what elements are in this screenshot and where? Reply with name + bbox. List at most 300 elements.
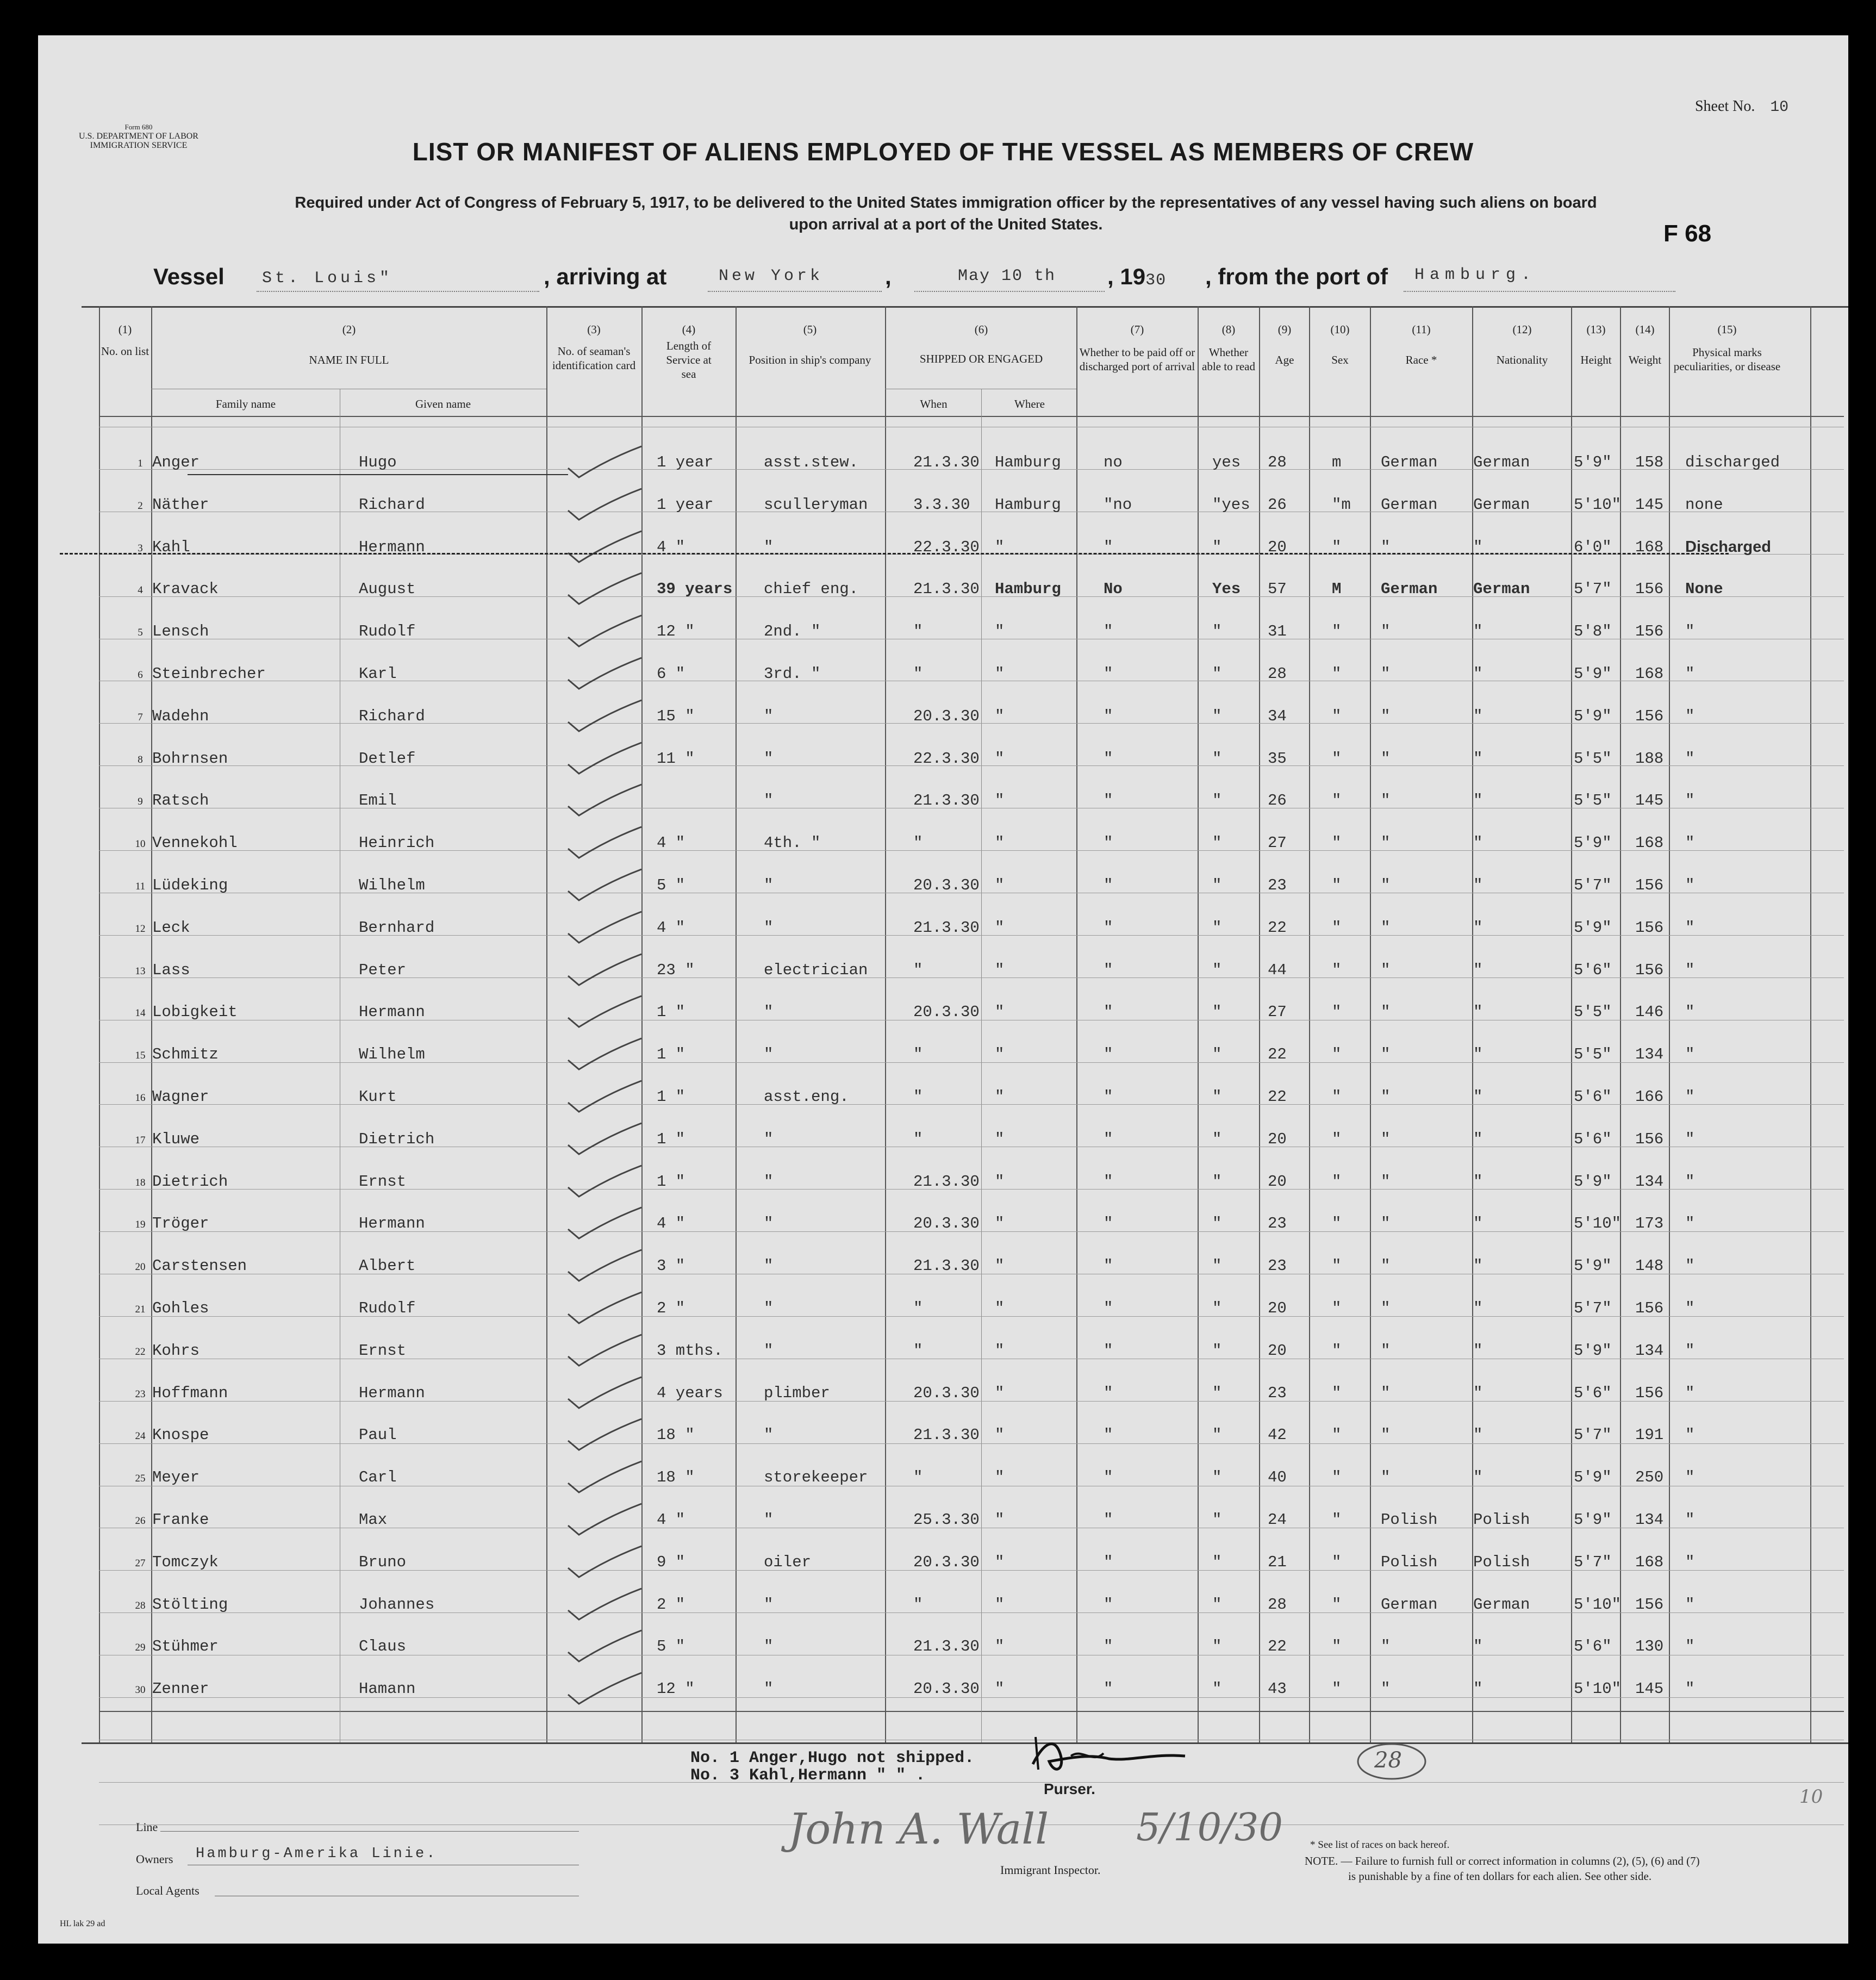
position: " <box>764 1637 774 1656</box>
weight: 134 <box>1635 1172 1664 1191</box>
position: asst.stew. <box>764 453 859 471</box>
position: " <box>764 1257 774 1275</box>
note-row-1: No. 1 Anger,Hugo not shipped. <box>690 1749 975 1767</box>
column-rule <box>1669 306 1670 1742</box>
sex: m <box>1332 453 1342 471</box>
physical-marks: " <box>1685 1553 1695 1571</box>
column-rule <box>1370 306 1371 1742</box>
check-mark-icon <box>565 1459 647 1497</box>
shipped-when: 20.3.30 <box>913 1215 980 1233</box>
weight: 156 <box>1635 1299 1664 1317</box>
paid-off: " <box>1104 1172 1113 1191</box>
height: 5'9" <box>1574 918 1612 937</box>
arrival-date: May 10 th <box>958 267 1056 285</box>
height: 5'10" <box>1574 1595 1622 1614</box>
family-name: Meyer <box>152 1468 200 1487</box>
race: " <box>1381 1468 1391 1487</box>
service-length: 1 " <box>657 1003 685 1022</box>
shipped-when: " <box>913 1468 923 1487</box>
column-rule <box>736 306 737 1742</box>
row-number: 6 <box>138 669 143 681</box>
age: 42 <box>1268 1426 1287 1444</box>
fine-note-line-1: NOTE. — Failure to furnish full or correct information in columns (2), (5), (6) and (7) <box>1305 1854 1700 1867</box>
row-3-strike <box>60 553 1729 555</box>
weight: 156 <box>1635 707 1664 725</box>
service-length: 9 " <box>657 1553 685 1571</box>
height: 5'5" <box>1574 749 1612 768</box>
shipped-when: 21.3.30 <box>913 1637 980 1656</box>
race: " <box>1381 1130 1391 1148</box>
position: 4th. " <box>764 834 821 852</box>
col-number: (14) <box>1635 323 1655 336</box>
paid-off: " <box>1104 1299 1113 1317</box>
shipped-where: " <box>995 1172 1005 1191</box>
service-length: 18 " <box>657 1468 695 1487</box>
weight: 156 <box>1635 1595 1664 1614</box>
weight: 173 <box>1635 1215 1664 1233</box>
able-to-read: " <box>1212 792 1222 810</box>
sex: " <box>1332 1595 1342 1614</box>
shipped-when: " <box>913 1341 923 1360</box>
paid-off: " <box>1104 1384 1113 1402</box>
shipped-where: " <box>995 1384 1005 1402</box>
paid-off: " <box>1104 1130 1113 1148</box>
family-name: Kravack <box>152 580 219 599</box>
age: 40 <box>1268 1468 1287 1487</box>
row-number: 14 <box>135 1007 146 1019</box>
age: 20 <box>1268 1341 1287 1360</box>
sex: " <box>1332 1341 1342 1360</box>
service-length: 4 " <box>657 538 685 556</box>
col-title: Whether able to read <box>1202 346 1255 373</box>
age: 24 <box>1268 1511 1287 1529</box>
col-10-header <box>1310 322 1370 367</box>
given-name: Hermann <box>359 1384 425 1402</box>
family-name: Kluwe <box>152 1130 200 1148</box>
age: 23 <box>1268 1384 1287 1402</box>
nationality: Polish <box>1473 1553 1530 1571</box>
weight: 168 <box>1635 538 1664 556</box>
family-name: Zenner <box>152 1680 209 1698</box>
able-to-read: " <box>1212 1257 1222 1275</box>
able-to-read: " <box>1212 1130 1222 1148</box>
check-mark-icon <box>565 740 647 778</box>
row-number: 8 <box>138 754 143 765</box>
able-to-read: " <box>1212 1384 1222 1402</box>
page-mark: 10 <box>1799 1786 1823 1808</box>
col-number: (4) <box>682 323 696 336</box>
agents-label: Local Agents <box>136 1884 200 1897</box>
given-name: Paul <box>359 1426 397 1444</box>
able-to-read: "yes <box>1212 495 1250 514</box>
height: 5'8" <box>1574 622 1612 641</box>
family-name: Ratsch <box>152 792 209 810</box>
col-9-header <box>1260 322 1309 367</box>
physical-marks: " <box>1685 749 1695 768</box>
weight: 134 <box>1635 1045 1664 1064</box>
weight: 191 <box>1635 1426 1664 1444</box>
check-mark-icon <box>565 486 647 524</box>
col-number: (12) <box>1512 323 1532 336</box>
row-number: 3 <box>138 542 143 554</box>
shipped-when: 21.3.30 <box>913 918 980 937</box>
sex: " <box>1332 918 1342 937</box>
given-name: Richard <box>359 495 425 514</box>
shipped-where: " <box>995 749 1005 768</box>
family-name: Tomczyk <box>152 1553 219 1571</box>
vessel-line: Vessel St. Louis" , arriving at New York , May 10 th , 1930 , from the port of Hamburg. <box>153 264 1838 307</box>
nationality: German <box>1473 495 1530 514</box>
shipped-where: " <box>995 876 1005 894</box>
col-number: (3) <box>587 323 601 336</box>
given-name: Karl <box>359 665 397 683</box>
row-number: 7 <box>138 711 143 723</box>
nationality: " <box>1473 749 1483 768</box>
col-number: (8) <box>1221 323 1236 336</box>
able-to-read: " <box>1212 834 1222 852</box>
col-title: Position in ship's company <box>749 353 871 366</box>
col-8-header <box>1199 322 1258 373</box>
able-to-read: " <box>1212 918 1222 937</box>
year-prefix: 19 <box>1120 264 1146 289</box>
col-number: (13) <box>1586 323 1606 336</box>
able-to-read: " <box>1212 1511 1222 1529</box>
row-number: 9 <box>138 796 143 808</box>
service-length: 12 " <box>657 1680 695 1698</box>
sex: "m <box>1332 495 1351 514</box>
position: " <box>764 1215 774 1233</box>
given-name: Albert <box>359 1257 416 1275</box>
age: 22 <box>1268 1088 1287 1106</box>
nationality: " <box>1473 876 1483 894</box>
sex: " <box>1332 749 1342 768</box>
paid-off: " <box>1104 961 1113 979</box>
nationality: " <box>1473 1341 1483 1360</box>
weight: 168 <box>1635 665 1664 683</box>
shipped-when: 20.3.30 <box>913 1384 980 1402</box>
family-name: Tröger <box>152 1215 209 1233</box>
row-number: 25 <box>135 1473 146 1485</box>
race: " <box>1381 876 1391 894</box>
shipped-where: " <box>995 834 1005 852</box>
position: " <box>764 1172 774 1191</box>
age: 20 <box>1268 1172 1287 1191</box>
shipped-where: " <box>995 1257 1005 1275</box>
given-name: Detlef <box>359 749 416 768</box>
row-number: 27 <box>135 1557 146 1569</box>
check-mark-icon <box>565 1036 647 1074</box>
shipped-where: " <box>995 1637 1005 1656</box>
nationality: " <box>1473 707 1483 725</box>
family-name: Leck <box>152 918 190 937</box>
shipped-when: 21.3.30 <box>913 453 980 471</box>
able-to-read: " <box>1212 1045 1222 1064</box>
height: 5'9" <box>1574 1511 1612 1529</box>
manifest-sheet <box>38 35 1848 1944</box>
age: 23 <box>1268 876 1287 894</box>
column-rule <box>1259 306 1260 1742</box>
shipped-where: " <box>995 792 1005 810</box>
family-name: Wadehn <box>152 707 209 725</box>
check-mark-icon <box>565 824 647 862</box>
family-name: Carstensen <box>152 1257 247 1275</box>
given-name: Dietrich <box>359 1130 435 1148</box>
height: 5'9" <box>1574 453 1612 471</box>
inspector-label: Immigrant Inspector. <box>1000 1863 1101 1877</box>
sex: " <box>1332 665 1342 683</box>
col-title: No. on list <box>101 345 149 358</box>
shipped-when: 21.3.30 <box>913 580 980 599</box>
row-number: 23 <box>135 1388 146 1400</box>
row-number: 29 <box>135 1642 146 1654</box>
service-length: 3 mths. <box>657 1341 723 1360</box>
from-label: , from the port of <box>1205 264 1388 289</box>
shipped-where: " <box>995 1511 1005 1529</box>
position: " <box>764 749 774 768</box>
physical-marks: " <box>1685 1130 1695 1148</box>
row-number: 24 <box>135 1430 146 1442</box>
family-name: Lass <box>152 961 190 979</box>
col-number: (15) <box>1717 323 1737 336</box>
column-rule <box>1810 306 1811 1742</box>
physical-marks: " <box>1685 1680 1695 1698</box>
age: 23 <box>1268 1215 1287 1233</box>
service-length: 1 " <box>657 1172 685 1191</box>
sheet-number-label: Sheet No. <box>1694 98 1755 115</box>
able-to-read: " <box>1212 1426 1222 1444</box>
shipped-where: " <box>995 1553 1005 1571</box>
height: 5'9" <box>1574 1341 1612 1360</box>
shipped-where: " <box>995 1299 1005 1317</box>
col-title: Race * <box>1405 353 1437 366</box>
row-number: 1 <box>138 458 143 469</box>
race: " <box>1381 622 1391 641</box>
col-13-header <box>1572 322 1620 367</box>
col-number: (6) <box>974 323 988 336</box>
given-name: Rudolf <box>359 622 416 641</box>
nationality: " <box>1473 622 1483 641</box>
col-title: Nationality <box>1496 353 1548 366</box>
given-name: Hermann <box>359 1215 425 1233</box>
weight: 168 <box>1635 1553 1664 1571</box>
height: 5'10" <box>1574 1215 1622 1233</box>
age: 21 <box>1268 1553 1287 1571</box>
check-mark-icon <box>565 1290 647 1328</box>
paid-off: " <box>1104 1088 1113 1106</box>
weight: 158 <box>1635 453 1664 471</box>
col-6a-header: When <box>920 397 948 410</box>
check-mark-icon <box>565 444 647 482</box>
shipped-when: 21.3.30 <box>913 1426 980 1444</box>
race: " <box>1381 1215 1391 1233</box>
shipped-when: " <box>913 1088 923 1106</box>
service-length: 1 year <box>657 453 714 471</box>
given-name: Hermann <box>359 538 425 556</box>
shipped-where: " <box>995 1130 1005 1148</box>
paid-off: no <box>1104 453 1123 471</box>
height: 5'10" <box>1574 1680 1622 1698</box>
nationality: " <box>1473 1257 1483 1275</box>
physical-marks: " <box>1685 1045 1695 1064</box>
row-number: 17 <box>135 1134 146 1146</box>
col-title: SHIPPED OR ENGAGED <box>919 352 1043 365</box>
sex: " <box>1332 876 1342 894</box>
col-number: (5) <box>803 323 817 336</box>
race: " <box>1381 961 1391 979</box>
shipped-when: " <box>913 1595 923 1614</box>
shipped-where: Hamburg <box>995 495 1061 514</box>
shipped-when: " <box>913 622 923 641</box>
given-name: Bruno <box>359 1553 407 1571</box>
able-to-read: " <box>1212 1553 1222 1571</box>
paid-off: " <box>1104 1511 1113 1529</box>
weight: 156 <box>1635 580 1664 599</box>
race: " <box>1381 707 1391 725</box>
height: 5'9" <box>1574 834 1612 852</box>
height: 5'5" <box>1574 1045 1612 1064</box>
col-number: (1) <box>118 323 132 336</box>
family-name: Gohles <box>152 1299 209 1317</box>
vessel-label: Vessel <box>153 264 225 289</box>
service-length: 3 " <box>657 1257 685 1275</box>
service-length: 23 " <box>657 961 695 979</box>
weight: 156 <box>1635 876 1664 894</box>
age: 27 <box>1268 1003 1287 1022</box>
weight: 145 <box>1635 792 1664 810</box>
family-name: Steinbrecher <box>152 665 266 683</box>
col-title: Physical marks peculiarities, or disease <box>1673 346 1781 373</box>
nationality: " <box>1473 1426 1483 1444</box>
arrival-port: New York <box>719 267 824 285</box>
family-name: Franke <box>152 1511 209 1529</box>
weight: 134 <box>1635 1341 1664 1360</box>
weight: 134 <box>1635 1511 1664 1529</box>
age: 31 <box>1268 622 1287 641</box>
position: oiler <box>764 1553 812 1571</box>
shipped-where: " <box>995 1341 1005 1360</box>
weight: 146 <box>1635 1003 1664 1022</box>
service-length: 4 " <box>657 1511 685 1529</box>
age: 20 <box>1268 1130 1287 1148</box>
height: 5'7" <box>1574 580 1612 599</box>
paid-off: " <box>1104 1680 1113 1698</box>
check-mark-icon <box>565 1120 647 1159</box>
shipped-when: 20.3.30 <box>913 876 980 894</box>
able-to-read: " <box>1212 1595 1222 1614</box>
weight: 156 <box>1635 918 1664 937</box>
service-length: 39 years <box>657 580 733 599</box>
race: " <box>1381 538 1391 556</box>
paid-off: " <box>1104 792 1113 810</box>
age: 22 <box>1268 1045 1287 1064</box>
col-14-header <box>1621 322 1669 367</box>
nationality: " <box>1473 918 1483 937</box>
departure-port: Hamburg. <box>1414 266 1537 284</box>
weight: 145 <box>1635 1680 1664 1698</box>
check-mark-icon <box>565 1332 647 1370</box>
row-number: 2 <box>138 500 143 512</box>
col-7-header <box>1077 322 1197 373</box>
age: 34 <box>1268 707 1287 725</box>
able-to-read: Yes <box>1212 580 1241 599</box>
height: 5'9" <box>1574 707 1612 725</box>
nationality: " <box>1473 1003 1483 1022</box>
shipped-where: " <box>995 1003 1005 1022</box>
shipped-where: " <box>995 961 1005 979</box>
physical-marks: " <box>1685 1003 1695 1022</box>
race: " <box>1381 1257 1391 1275</box>
nationality: Polish <box>1473 1511 1530 1529</box>
sex: " <box>1332 834 1342 852</box>
given-name: Hamann <box>359 1680 416 1698</box>
subtitle-line-2: upon arrival at a port of the United States. <box>789 216 1103 233</box>
document-title: LIST OR MANIFEST OF ALIENS EMPLOYED OF THE VESSEL AS MEMBERS OF CREW <box>412 138 1474 166</box>
weight: 168 <box>1635 834 1664 852</box>
race: " <box>1381 1088 1391 1106</box>
paid-off: " <box>1104 1637 1113 1656</box>
able-to-read: " <box>1212 538 1222 556</box>
given-name: Heinrich <box>359 834 435 852</box>
row-number: 12 <box>135 923 146 935</box>
check-mark-icon <box>565 993 647 1031</box>
service-length: 1 year <box>657 495 714 514</box>
col-title: Height <box>1580 353 1612 366</box>
shipped-where: " <box>995 1215 1005 1233</box>
position: electrician <box>764 961 868 979</box>
column-rule <box>99 306 100 1742</box>
height: 5'6" <box>1574 1384 1612 1402</box>
race: " <box>1381 1384 1391 1402</box>
race: German <box>1381 453 1438 471</box>
column-rule <box>981 389 982 1742</box>
position: " <box>764 1426 774 1444</box>
col-5-header <box>737 322 883 367</box>
physical-marks: " <box>1685 1341 1695 1360</box>
able-to-read: " <box>1212 1637 1222 1656</box>
row-number: 4 <box>138 584 143 596</box>
column-rule <box>1076 306 1077 1742</box>
inspector-signature: John A. Wall <box>788 1805 1049 1854</box>
nationality: " <box>1473 792 1483 810</box>
purser-label: Purser. <box>1044 1780 1095 1797</box>
position: " <box>764 1045 774 1064</box>
paid-off: " <box>1104 622 1113 641</box>
family-name: Kohrs <box>152 1341 200 1360</box>
shipped-where: " <box>995 707 1005 725</box>
check-mark-icon <box>565 655 647 693</box>
row-number: 21 <box>135 1304 146 1315</box>
col-2a-header: Family name <box>215 397 276 410</box>
weight: 156 <box>1635 1130 1664 1148</box>
weight: 156 <box>1635 622 1664 641</box>
shipped-when: 20.3.30 <box>913 1553 980 1571</box>
department-name: U.S. DEPARTMENT OF LABOR <box>79 132 198 141</box>
sex: " <box>1332 622 1342 641</box>
col-number: (10) <box>1330 323 1350 336</box>
paid-off: " <box>1104 1426 1113 1444</box>
service-length: 4 " <box>657 918 685 937</box>
purser-signature <box>1022 1732 1239 1780</box>
print-code: HL lak 29 ad <box>60 1919 105 1928</box>
col-11-header <box>1371 322 1472 367</box>
check-mark-icon <box>565 782 647 820</box>
age: 28 <box>1268 1595 1287 1614</box>
service-length: 12 " <box>657 622 695 641</box>
col-number: (2) <box>342 323 356 336</box>
physical-marks: " <box>1685 918 1695 937</box>
nationality: " <box>1473 1172 1483 1191</box>
height: 5'9" <box>1574 1257 1612 1275</box>
